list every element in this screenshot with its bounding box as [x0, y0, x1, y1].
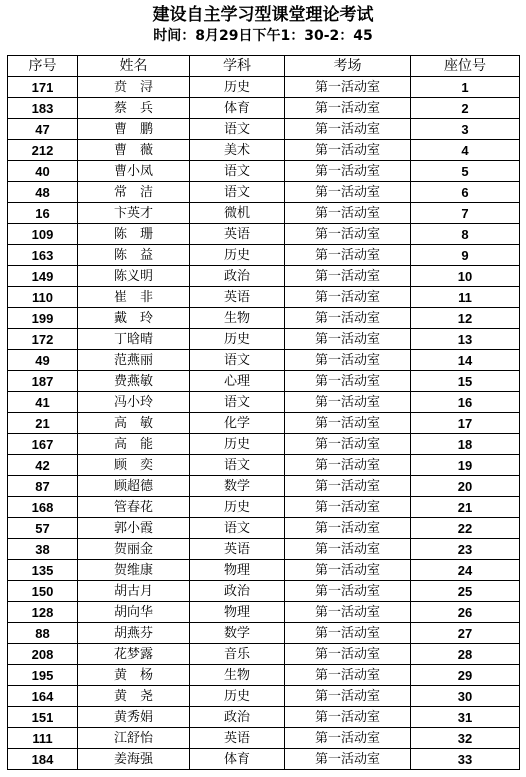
cell-room: 第一活动室: [285, 707, 411, 728]
table-row: [8, 98, 520, 119]
table-row: [8, 497, 520, 518]
cell-name: 黄 杨: [78, 665, 190, 686]
cell-room: 第一活动室: [285, 518, 411, 539]
table-row: [8, 518, 520, 539]
cell-subject: 语文: [190, 350, 285, 371]
cell-subject: 历史: [190, 686, 285, 707]
cell-serial: 88: [8, 623, 78, 644]
table-row: [8, 77, 520, 98]
cell-room: 第一活动室: [285, 371, 411, 392]
cell-name: 黄秀娟: [78, 707, 190, 728]
cell-seat: 3: [411, 119, 520, 140]
cell-serial: 212: [8, 140, 78, 161]
cell-name: 范燕丽: [78, 350, 190, 371]
cell-serial: 49: [8, 350, 78, 371]
cell-serial: 149: [8, 266, 78, 287]
cell-subject: 历史: [190, 245, 285, 266]
table-row: [8, 476, 520, 497]
cell-name: 贲 浔: [78, 77, 190, 98]
cell-subject: 语文: [190, 119, 285, 140]
cell-name: 陈义明: [78, 266, 190, 287]
cell-subject: 生物: [190, 665, 285, 686]
cell-subject: 英语: [190, 224, 285, 245]
cell-seat: 6: [411, 182, 520, 203]
cell-subject: 数学: [190, 623, 285, 644]
cell-name: 费燕敏: [78, 371, 190, 392]
cell-serial: 128: [8, 602, 78, 623]
cell-room: 第一活动室: [285, 140, 411, 161]
cell-subject: 历史: [190, 329, 285, 350]
table-row: [8, 623, 520, 644]
cell-subject: 政治: [190, 707, 285, 728]
cell-room: 第一活动室: [285, 644, 411, 665]
cell-name: 常 洁: [78, 182, 190, 203]
cell-name: 高 敏: [78, 413, 190, 434]
table-row: [8, 245, 520, 266]
cell-seat: 23: [411, 539, 520, 560]
cell-subject: 美术: [190, 140, 285, 161]
cell-serial: 171: [8, 77, 78, 98]
cell-serial: 195: [8, 665, 78, 686]
table-row: [8, 140, 520, 161]
cell-serial: 21: [8, 413, 78, 434]
cell-name: 曹小凤: [78, 161, 190, 182]
cell-subject: 语文: [190, 392, 285, 413]
cell-subject: 英语: [190, 287, 285, 308]
cell-name: 崔 非: [78, 287, 190, 308]
cell-name: 陈 益: [78, 245, 190, 266]
table-row: [8, 749, 520, 770]
cell-seat: 18: [411, 434, 520, 455]
cell-room: 第一活动室: [285, 686, 411, 707]
table-row: [8, 308, 520, 329]
cell-seat: 19: [411, 455, 520, 476]
cell-room: 第一活动室: [285, 308, 411, 329]
header-room: 考场: [285, 56, 411, 77]
cell-name: 冯小玲: [78, 392, 190, 413]
cell-subject: 政治: [190, 266, 285, 287]
cell-room: 第一活动室: [285, 77, 411, 98]
cell-subject: 语文: [190, 518, 285, 539]
header-seat: 座位号: [411, 56, 520, 77]
document-title: 建设自主学习型课堂理论考试: [152, 5, 374, 25]
table-row: [8, 707, 520, 728]
cell-subject: 数学: [190, 476, 285, 497]
cell-room: 第一活动室: [285, 581, 411, 602]
cell-name: 戴 玲: [78, 308, 190, 329]
cell-seat: 8: [411, 224, 520, 245]
cell-seat: 28: [411, 644, 520, 665]
table-row: [8, 539, 520, 560]
cell-name: 黄 尧: [78, 686, 190, 707]
cell-room: 第一活动室: [285, 560, 411, 581]
cell-seat: 10: [411, 266, 520, 287]
table-row: [8, 602, 520, 623]
cell-serial: 38: [8, 539, 78, 560]
table-row: [8, 119, 520, 140]
cell-seat: 14: [411, 350, 520, 371]
cell-room: 第一活动室: [285, 455, 411, 476]
cell-subject: 英语: [190, 539, 285, 560]
cell-serial: 16: [8, 203, 78, 224]
cell-name: 曹 薇: [78, 140, 190, 161]
cell-name: 贺维康: [78, 560, 190, 581]
cell-seat: 20: [411, 476, 520, 497]
cell-room: 第一活动室: [285, 392, 411, 413]
cell-subject: 物理: [190, 560, 285, 581]
table-row: [8, 728, 520, 749]
cell-room: 第一活动室: [285, 350, 411, 371]
cell-room: 第一活动室: [285, 329, 411, 350]
header-serial: 序号: [8, 56, 78, 77]
table-row: [8, 560, 520, 581]
cell-serial: 184: [8, 749, 78, 770]
cell-seat: 30: [411, 686, 520, 707]
cell-serial: 57: [8, 518, 78, 539]
cell-room: 第一活动室: [285, 539, 411, 560]
cell-serial: 87: [8, 476, 78, 497]
cell-serial: 151: [8, 707, 78, 728]
cell-serial: 164: [8, 686, 78, 707]
table-row: [8, 644, 520, 665]
cell-subject: 体育: [190, 98, 285, 119]
cell-seat: 25: [411, 581, 520, 602]
cell-subject: 音乐: [190, 644, 285, 665]
cell-room: 第一活动室: [285, 413, 411, 434]
cell-room: 第一活动室: [285, 119, 411, 140]
cell-seat: 29: [411, 665, 520, 686]
cell-serial: 110: [8, 287, 78, 308]
table-row: [8, 203, 520, 224]
seating-table: [7, 55, 520, 770]
cell-subject: 历史: [190, 497, 285, 518]
cell-name: 卞英才: [78, 203, 190, 224]
cell-subject: 微机: [190, 203, 285, 224]
cell-seat: 33: [411, 749, 520, 770]
cell-name: 管春花: [78, 497, 190, 518]
cell-name: 顾 奕: [78, 455, 190, 476]
cell-room: 第一活动室: [285, 497, 411, 518]
cell-name: 蔡 兵: [78, 98, 190, 119]
cell-seat: 1: [411, 77, 520, 98]
cell-room: 第一活动室: [285, 476, 411, 497]
table-row: [8, 665, 520, 686]
cell-subject: 心理: [190, 371, 285, 392]
cell-serial: 41: [8, 392, 78, 413]
cell-room: 第一活动室: [285, 245, 411, 266]
cell-serial: 135: [8, 560, 78, 581]
cell-serial: 183: [8, 98, 78, 119]
cell-serial: 48: [8, 182, 78, 203]
cell-seat: 9: [411, 245, 520, 266]
cell-serial: 199: [8, 308, 78, 329]
cell-subject: 物理: [190, 602, 285, 623]
cell-name: 胡燕芬: [78, 623, 190, 644]
cell-seat: 4: [411, 140, 520, 161]
cell-seat: 16: [411, 392, 520, 413]
cell-seat: 21: [411, 497, 520, 518]
cell-serial: 47: [8, 119, 78, 140]
cell-serial: 150: [8, 581, 78, 602]
table-row: [8, 350, 520, 371]
cell-serial: 40: [8, 161, 78, 182]
cell-serial: 172: [8, 329, 78, 350]
table-row: [8, 581, 520, 602]
cell-subject: 生物: [190, 308, 285, 329]
cell-serial: 42: [8, 455, 78, 476]
cell-room: 第一活动室: [285, 602, 411, 623]
cell-room: 第一活动室: [285, 224, 411, 245]
cell-room: 第一活动室: [285, 434, 411, 455]
table-row: [8, 182, 520, 203]
cell-subject: 体育: [190, 749, 285, 770]
cell-seat: 32: [411, 728, 520, 749]
table-row: [8, 287, 520, 308]
cell-subject: 政治: [190, 581, 285, 602]
cell-room: 第一活动室: [285, 161, 411, 182]
cell-subject: 英语: [190, 728, 285, 749]
table-row: [8, 392, 520, 413]
cell-name: 曹 鹏: [78, 119, 190, 140]
cell-subject: 历史: [190, 77, 285, 98]
cell-name: 丁晗晴: [78, 329, 190, 350]
cell-subject: 历史: [190, 434, 285, 455]
table-row: [8, 224, 520, 245]
cell-name: 高 能: [78, 434, 190, 455]
cell-room: 第一活动室: [285, 665, 411, 686]
table-row: [8, 434, 520, 455]
cell-seat: 2: [411, 98, 520, 119]
cell-seat: 27: [411, 623, 520, 644]
table-row: [8, 329, 520, 350]
cell-subject: 语文: [190, 182, 285, 203]
cell-serial: 168: [8, 497, 78, 518]
cell-serial: 208: [8, 644, 78, 665]
cell-room: 第一活动室: [285, 623, 411, 644]
cell-room: 第一活动室: [285, 287, 411, 308]
cell-seat: 24: [411, 560, 520, 581]
cell-seat: 5: [411, 161, 520, 182]
cell-room: 第一活动室: [285, 749, 411, 770]
cell-serial: 167: [8, 434, 78, 455]
header-subject: 学科: [190, 56, 285, 77]
cell-seat: 22: [411, 518, 520, 539]
cell-subject: 语文: [190, 455, 285, 476]
cell-name: 胡向华: [78, 602, 190, 623]
table-row: [8, 266, 520, 287]
cell-room: 第一活动室: [285, 266, 411, 287]
header-name: 姓名: [78, 56, 190, 77]
cell-serial: 109: [8, 224, 78, 245]
cell-name: 郭小霞: [78, 518, 190, 539]
table-body: [8, 77, 520, 770]
cell-serial: 187: [8, 371, 78, 392]
cell-seat: 31: [411, 707, 520, 728]
cell-seat: 12: [411, 308, 520, 329]
cell-room: 第一活动室: [285, 728, 411, 749]
cell-subject: 语文: [190, 161, 285, 182]
cell-name: 顾超德: [78, 476, 190, 497]
table-header-row: [8, 56, 520, 77]
cell-seat: 7: [411, 203, 520, 224]
table-row: [8, 371, 520, 392]
cell-seat: 11: [411, 287, 520, 308]
cell-name: 姜海强: [78, 749, 190, 770]
cell-name: 江舒怡: [78, 728, 190, 749]
cell-name: 陈 珊: [78, 224, 190, 245]
cell-seat: 15: [411, 371, 520, 392]
table-row: [8, 413, 520, 434]
cell-room: 第一活动室: [285, 203, 411, 224]
cell-name: 贺丽金: [78, 539, 190, 560]
table-row: [8, 455, 520, 476]
table-row: [8, 686, 520, 707]
cell-seat: 13: [411, 329, 520, 350]
cell-room: 第一活动室: [285, 182, 411, 203]
cell-seat: 17: [411, 413, 520, 434]
exam-time: 时间：8月29日下午1：30-2：45: [153, 28, 373, 44]
cell-name: 胡古月: [78, 581, 190, 602]
cell-serial: 163: [8, 245, 78, 266]
cell-name: 花梦露: [78, 644, 190, 665]
cell-seat: 26: [411, 602, 520, 623]
cell-room: 第一活动室: [285, 98, 411, 119]
cell-serial: 111: [8, 728, 78, 749]
cell-subject: 化学: [190, 413, 285, 434]
table-row: [8, 161, 520, 182]
